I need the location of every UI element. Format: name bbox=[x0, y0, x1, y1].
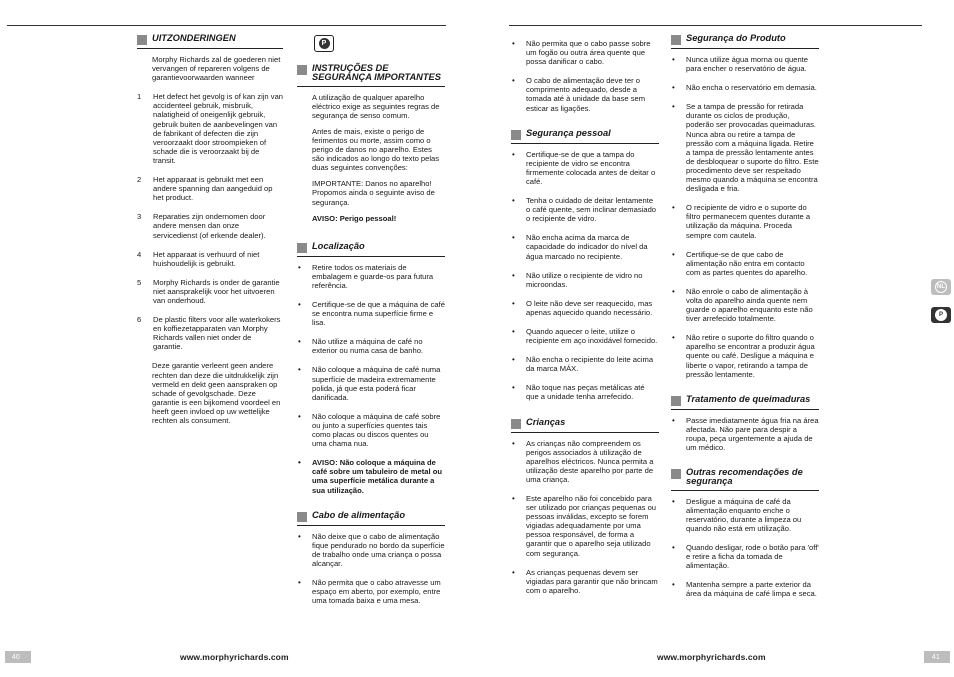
uitzonderingen-list bbox=[137, 92, 283, 351]
seguranca-produto-heading: Segurança do Produto bbox=[671, 34, 819, 49]
list-item: • Quando desligar, rode o botão para 'off' e retire a ficha da tomada de alimentação. bbox=[671, 543, 819, 570]
list-item: • Não deixe que o cabo de alimentação fique pendurado no bordo da superfície de trabalho onde uma criança o possa alcançar. bbox=[297, 532, 445, 568]
left-page-number: 40 bbox=[5, 651, 31, 663]
list-item: • O recipiente de vidro e o suporte do filtro permanecem quentes durante a utilização da máquina. Proceda sempre com cautela. bbox=[671, 203, 819, 239]
right-column-2 bbox=[671, 34, 819, 609]
list-item: • Não permita que o cabo passe sobre um fogão ou outra área quente que possa danificar o cabo. bbox=[511, 39, 659, 66]
right-website: www.morphyrichards.com bbox=[657, 652, 766, 662]
right-top-rule bbox=[509, 25, 922, 26]
cabo-heading: Cabo de alimentação bbox=[297, 511, 445, 526]
list-item: 5 Morphy Richards is onder de garantie niet aansprakelijk voor het uitvoeren van onderhoud. bbox=[137, 277, 280, 305]
instrucoes-paragraph: IMPORTANTE: Danos no aparelho! Propomos ainda o seguinte aviso de segurança. bbox=[312, 179, 435, 207]
heading-square-icon bbox=[671, 469, 681, 479]
seguranca-pessoal-heading: Segurança pessoal bbox=[511, 129, 659, 144]
list-item: • Quando aquecer o leite, utilize o recipiente em aço inoxidável fornecido. bbox=[511, 327, 659, 345]
localizacao-list bbox=[297, 263, 445, 495]
left-column-2 bbox=[297, 64, 445, 615]
left-website: www.morphyrichards.com bbox=[180, 652, 289, 662]
list-item: • Desligue a máquina de café da alimentação enquanto enche o reservatório, durante a limpeza ou quando não está em utilização. bbox=[671, 497, 819, 533]
queimaduras-heading: Tratamento de queimaduras bbox=[671, 395, 819, 410]
seguranca-pessoal-list bbox=[511, 150, 659, 402]
list-item: • Não encha acima da marca de capacidade do indicador do nível da água marcado no recipiente. bbox=[511, 233, 659, 260]
heading-square-icon bbox=[511, 130, 521, 140]
right-column-1 bbox=[511, 39, 659, 605]
heading-square-icon bbox=[511, 419, 521, 429]
outras-list bbox=[671, 497, 819, 599]
list-item: • Se a tampa de pressão for retirada durante os ciclos de produção, poderão ser provocadas queimaduras. Nunca abra ou retire a tampa de pressão com a máquina ligada. Retire a tampa de pressão lentamente antes de desbloquear o suporte do filtro. Este procedimento deve ser respeitado mesmo quando a máquina se encontra desligada e fria. bbox=[671, 102, 819, 193]
heading-square-icon bbox=[137, 35, 147, 45]
list-item: • Mantenha sempre a parte exterior da área da máquina de café limpa e seca. bbox=[671, 580, 819, 598]
language-tab-p: P bbox=[931, 307, 951, 323]
criancas-list bbox=[511, 439, 659, 595]
uitzonderingen-section bbox=[137, 34, 283, 432]
list-item: • Não enrole o cabo de alimentação à volta do aparelho ainda quente nem guarde o aparelho enquanto este não tiver arrefecido totalmente. bbox=[671, 287, 819, 323]
list-item: 4 Het apparaat is verhuurd of niet huishoudelijk is gebruikt. bbox=[137, 249, 260, 268]
heading-square-icon bbox=[297, 243, 307, 253]
heading-square-icon bbox=[671, 396, 681, 406]
list-item: • Retire todos os materiais de embalagem e guarde-os para futura referência. bbox=[297, 263, 445, 290]
list-item: • As crianças pequenas devem ser vigiadas para garantir que não brincam com o aparelho. bbox=[511, 568, 659, 595]
seguranca-produto-list bbox=[671, 55, 819, 379]
localizacao-heading: Localização bbox=[297, 242, 445, 257]
list-item: • Tenha o cuidado de deitar lentamente o café quente, sem inclinar demasiado o recipiente de vidro. bbox=[511, 196, 659, 223]
heading-square-icon bbox=[297, 512, 307, 522]
language-tab-nl: NL bbox=[931, 279, 951, 295]
list-item: • Certifique-se de que a tampa do recipiente de vidro se encontra firmemente colocada antes de deitar o café. bbox=[511, 150, 659, 186]
list-item: • Não coloque a máquina de café sobre ou junto a superfícies quentes tais como placas ou discos quentes ou uma chama nua. bbox=[297, 412, 445, 448]
heading-square-icon bbox=[671, 35, 681, 45]
list-item: • Não toque nas peças metálicas até que a unidade tenha arrefecido. bbox=[511, 383, 659, 401]
instrucoes-paragraph: Antes de mais, existe o perigo de ferimentos ou morte, assim como o perigo de danos no aparelho. Estes são indicados ao longo do texto pelas duas seguintes convenções: bbox=[312, 126, 440, 173]
outras-heading: Outras recomendações de segurança bbox=[671, 468, 819, 491]
list-item: 1 Het defect het gevolg is of kan zijn van accidenteel gebruik, misbruik, nalatigheid of oneigenlijk gebruik, gebruik buiten de aanbevelingen van de fabrikant of defecten die zijn veroorzaakt door stroompieken of schade die is veroorzaakt bij de transit. bbox=[137, 92, 284, 165]
uitzonderingen-closing: Deze garantie verleent geen andere rechten dan deze die uitdrukkelijk zijn vermeld en dekt geen aanspraken op schade of gevolgschade. Deze garantie is een bijkomend voordeel en heeft geen invloed op uw wettelijke rechten als consument. bbox=[152, 361, 281, 425]
list-item: • Não coloque a máquina de café numa superfície de madeira extremamente polida, já que esta poderá ficar danificada. bbox=[297, 365, 445, 401]
list-item: • Não permita que o cabo atravesse um espaço em aberto, por exemplo, entre uma tomada baixa e uma mesa. bbox=[297, 578, 445, 605]
uitzonderingen-heading: UITZONDERINGEN bbox=[137, 34, 283, 49]
criancas-heading: Crianças bbox=[511, 418, 659, 433]
list-item: • Não encha o reservatório em demasia. bbox=[671, 83, 819, 92]
queimaduras-list bbox=[671, 416, 819, 452]
list-item: • Este aparelho não foi concebido para ser utilizado por crianças pequenas ou pessoas inválidas, excepto se forem vigiadas adequadamente por uma pessoa responsável, de forma a garantir que o aparelho seja utilizado com segurança. bbox=[511, 494, 659, 558]
list-item: • Não retire o suporte do filtro quando o aparelho se encontrar a produzir água quente ou café. Desligue a máquina e liberte o vapor, retirando a tampa de pressão lentamente. bbox=[671, 333, 819, 378]
list-item: • Certifique-se de que cabo de alimentação não entra em contacto com as partes quentes do aparelho. bbox=[671, 250, 819, 277]
list-item: 2 Het apparaat is gebruikt met een andere spanning dan aangeduid op het product. bbox=[137, 175, 273, 203]
right-page-number: 41 bbox=[924, 651, 950, 663]
list-item: • Certifique-se de que a máquina de café se encontra numa superfície firme e lisa. bbox=[297, 300, 445, 327]
instrucoes-paragraph: A utilização de qualquer aparelho eléctrico exige as seguintes regras de segurança de senso comum. bbox=[312, 92, 440, 120]
left-top-rule bbox=[7, 25, 446, 26]
uitzonderingen-intro: Morphy Richards zal de goederen niet vervangen of repareren volgens de garantievoorwaarden wanneer bbox=[152, 55, 281, 83]
aviso-label: AVISO: Perigo pessoal! bbox=[312, 213, 397, 223]
list-item: • Não utilize o recipiente de vidro no microondas. bbox=[511, 271, 659, 289]
list-item: • O leite não deve ser reaquecido, mas apenas aquecido quando necessário. bbox=[511, 299, 659, 317]
list-item: 6 De plastic filters voor alle waterkokers en koffiezetapparaten van Morphy Richards vallen niet onder de garantie. bbox=[137, 315, 281, 352]
list-item: 3 Reparaties zijn ondernomen door andere mensen dan onze servicedienst (of erkende dealer). bbox=[137, 212, 266, 240]
cabo-list bbox=[297, 532, 445, 606]
list-item: • AVISO: Não coloque a máquina de café sobre um tabuleiro de metal ou uma superfície metálica durante a sua utilização. bbox=[297, 458, 445, 494]
list-item: • Não utilize a máquina de café no exterior ou numa casa de banho. bbox=[297, 337, 445, 355]
list-item: • As crianças não compreendem os perigos associados à utilização de aparelhos eléctricos. Nunca permita a utilização deste aparelho por parte de uma criança. bbox=[511, 439, 659, 484]
list-item: • Nunca utilize água morna ou quente para encher o reservatório de água. bbox=[671, 55, 819, 73]
instrucoes-heading: INSTRUÇÕES DE SEGURANÇA IMPORTANTES bbox=[297, 64, 445, 87]
language-badge-p: P bbox=[314, 35, 334, 52]
list-item: • Passe imediatamente água fria na área afectada. Não pare para despir a roupa, peça urgentemente a ajuda de um médico. bbox=[671, 416, 819, 452]
list-item: • Não encha o recipiente do leite acima da marca MÁX. bbox=[511, 355, 659, 373]
cabo-cont-list bbox=[511, 39, 659, 113]
heading-square-icon bbox=[297, 65, 307, 75]
list-item: • O cabo de alimentação deve ter o comprimento adequado, desde a tomada até à unidade da base sem esticar as ligações. bbox=[511, 76, 659, 112]
